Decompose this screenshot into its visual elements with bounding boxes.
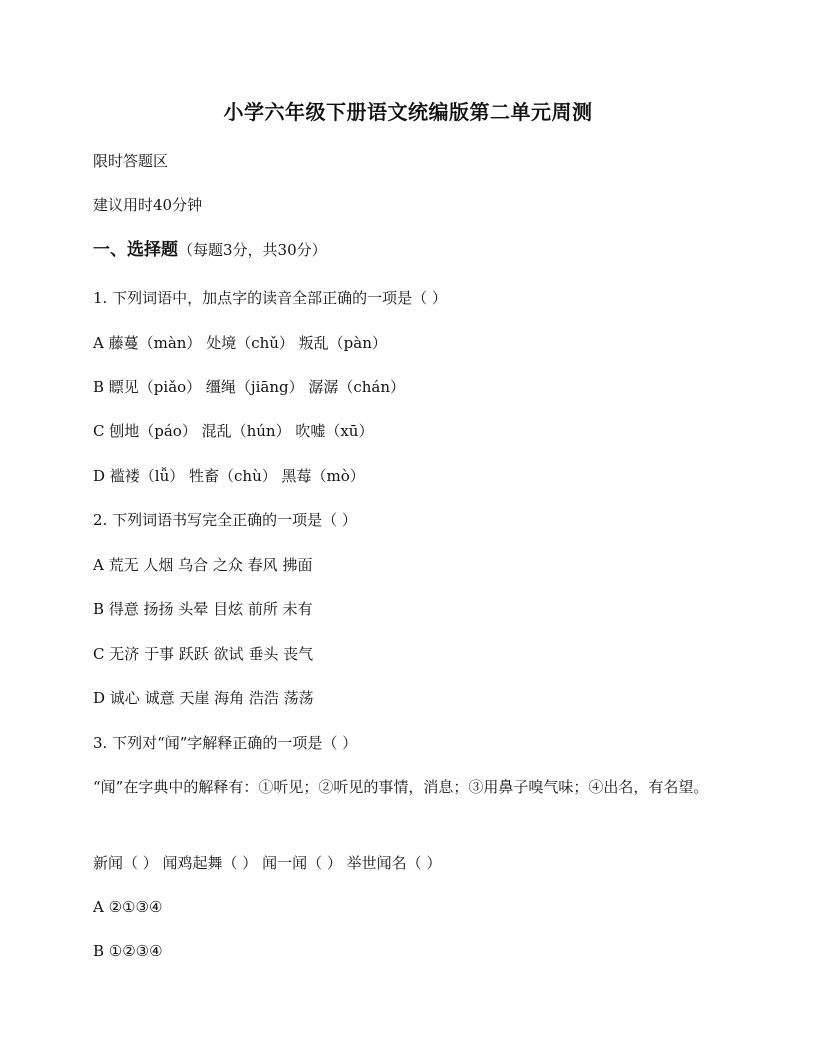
question-2-option-d: D 诚心 诚意 天崖 海角 浩浩 荡荡: [93, 689, 314, 707]
question-2-option-a: A 荒无 人烟 乌合 之众 春风 拂面: [93, 556, 313, 574]
question-3-option-a: A ②①③④: [93, 898, 163, 916]
question-3-stem: 3. 下列对“闻”字解释正确的一项是（ ）: [93, 734, 358, 752]
question-2-option-b: B 得意 扬扬 头晕 目炫 前所 未有: [93, 600, 313, 618]
section-heading-text: 一、选择题: [93, 240, 178, 260]
section-heading-note: （每题3分，共30分）: [178, 241, 327, 259]
question-1-option-b: B 瞟见（piǎo） 缰绳（jiāng） 潺潺（chán）: [93, 378, 406, 396]
question-1-option-a: A 藤蔓（màn） 处境（chǔ） 叛乱（pàn）: [93, 334, 387, 352]
question-2-option-c: C 无济 于事 跃跃 欲试 垂头 丧气: [93, 645, 314, 663]
question-1-stem: 1. 下列词语中，加点字的读音全部正确的一项是（ ）: [93, 289, 447, 307]
question-1-option-d: D 褴褛（lǚ） 牲畜（chù） 黑莓（mò）: [93, 467, 365, 485]
question-1-option-c: C 刨地（páo） 混乱（hún） 吹嘘（xū）: [93, 422, 374, 440]
document-title: 小学六年级下册语文统编版第二单元周测: [223, 100, 593, 124]
question-3-option-b: B ①②③④: [93, 942, 163, 960]
section-heading: [93, 239, 327, 261]
question-2-stem: 2. 下列词语书写完全正确的一项是（ ）: [93, 511, 357, 529]
suggested-time: 建议用时40分钟: [93, 196, 203, 214]
question-3-blanks: 新闻（ ） 闻鸡起舞（ ） 闻一闻（ ） 举世闻名（ ）: [93, 854, 442, 872]
time-limit-label: 限时答题区: [93, 152, 169, 170]
question-3-description: “闻”在字典中的解释有：①听见；②听见的事情，消息；③用鼻子嗅气味；④出名，有名望。: [93, 778, 709, 796]
